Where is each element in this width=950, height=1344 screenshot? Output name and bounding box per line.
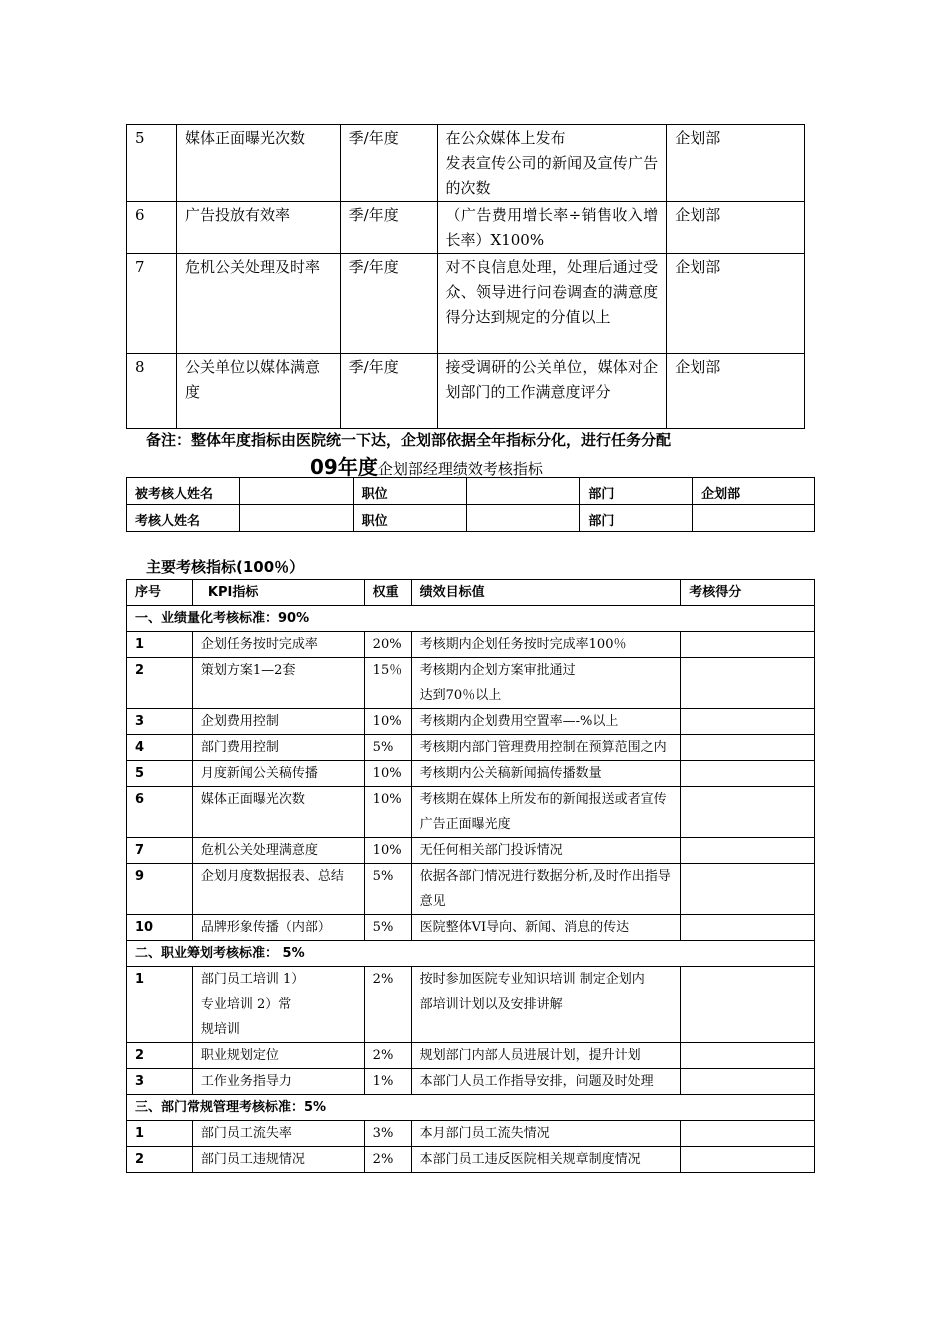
row-number: 2 [127, 1043, 193, 1069]
department: 企划部 [667, 354, 805, 429]
table-row [127, 915, 815, 941]
section-row [127, 1095, 815, 1121]
table-row [127, 735, 815, 761]
kpi-name: 品牌形象传播（内部） [192, 915, 364, 941]
table-row [127, 967, 815, 1043]
target: 本部门人员工作指导安排，问题及时处理 [411, 1069, 681, 1095]
kpi-name: 危机公关处理满意度 [192, 838, 364, 864]
score-cell [681, 1043, 815, 1069]
target: 考核期在媒体上所发布的新闻报送或者宣传广告正面曝光度 [411, 787, 681, 838]
table-row [127, 864, 815, 915]
title-year: 09年度 [310, 455, 378, 479]
row-number: 6 [127, 202, 177, 254]
score-cell [681, 735, 815, 761]
row-number: 8 [127, 354, 177, 429]
period: 季/年度 [340, 202, 437, 254]
remark-note: 备注：整体年度指标由医院统一下达，企划部依据全年指标分化，进行任务分配 [146, 431, 672, 449]
table-row [127, 787, 815, 838]
header-weight: 权重 [364, 580, 411, 606]
desc-line: 发表宣传公司的新闻及宣传广告的次数 [445, 154, 659, 197]
indicator-name: 危机公关处理及时率 [176, 254, 340, 354]
period: 季/年度 [340, 254, 437, 354]
row-number: 5 [127, 761, 193, 787]
kpi-name: 部门员工流失率 [192, 1121, 364, 1147]
department: 企划部 [667, 202, 805, 254]
target: 无任何相关部门投诉情况 [411, 838, 681, 864]
table-row [127, 632, 815, 658]
target: 依据各部门情况进行数据分析,及时作出指导意见 [411, 864, 681, 915]
page-title [310, 451, 543, 480]
header-no: 序号 [127, 580, 193, 606]
table-row [127, 1121, 815, 1147]
target: 医院整体VI导向、新闻、消息的传达 [411, 915, 681, 941]
kpi-name: 部门费用控制 [192, 735, 364, 761]
score-cell [681, 1121, 815, 1147]
description: （广告费用增长率÷销售收入增长率）X100% [437, 202, 667, 254]
row-number: 3 [127, 709, 193, 735]
score-cell [681, 787, 815, 838]
table-row [127, 1043, 815, 1069]
score-cell [681, 709, 815, 735]
target: 考核期内企划费用空置率—-%以上 [411, 709, 681, 735]
row-number: 3 [127, 1069, 193, 1095]
kpi-name: 策划方案1—2套 [192, 658, 364, 709]
weight: 2% [364, 967, 411, 1043]
weight: 1% [364, 1069, 411, 1095]
table-row [127, 658, 815, 709]
target: 规划部门内部人员进展计划，提升计划 [411, 1043, 681, 1069]
weight: 3% [364, 1121, 411, 1147]
weight: 10% [364, 761, 411, 787]
table-row [127, 202, 805, 254]
header-target: 绩效目标值 [411, 580, 681, 606]
table-header-row [127, 580, 815, 606]
target: 按时参加医院专业知识培训 制定企划内部培训计划以及安排讲解 [411, 967, 681, 1043]
row-number: 1 [127, 967, 193, 1043]
target: 考核期内部门管理费用控制在预算范围之内 [411, 735, 681, 761]
field-label: 被考核人姓名 [127, 478, 240, 505]
assessee-info-table [126, 477, 815, 532]
table-row [127, 761, 815, 787]
target: 考核期内企划方案审批通过达到70％以上 [411, 658, 681, 709]
description: 接受调研的公关单位，媒体对企划部门的工作满意度评分 [437, 354, 667, 429]
kpi-name: 媒体正面曝光次数 [192, 787, 364, 838]
row-number: 2 [127, 658, 193, 709]
weight: 5% [364, 915, 411, 941]
target: 考核期内企划任务按时完成率100％ [411, 632, 681, 658]
indicator-name: 媒体正面曝光次数 [176, 125, 340, 202]
section-row [127, 606, 815, 632]
row-number: 7 [127, 254, 177, 354]
field-label: 职位 [353, 478, 466, 505]
score-cell [681, 761, 815, 787]
kpi-name: 企划费用控制 [192, 709, 364, 735]
score-cell [681, 658, 815, 709]
description [437, 125, 667, 202]
section-row [127, 941, 815, 967]
section-title: 一、业绩量化考核标准：90% [127, 606, 815, 632]
department: 企划部 [667, 254, 805, 354]
weight: 10% [364, 838, 411, 864]
score-cell [681, 1147, 815, 1173]
header-kpi: KPI指标 [192, 580, 364, 606]
table-row [127, 1147, 815, 1173]
target: 本部门员工违反医院相关规章制度情况 [411, 1147, 681, 1173]
score-cell [681, 838, 815, 864]
period: 季/年度 [340, 354, 437, 429]
row-number: 1 [127, 632, 193, 658]
title-text: 企划部经理绩效考核指标 [377, 460, 543, 478]
field-value [466, 505, 580, 532]
weight: 15％ [364, 658, 411, 709]
weight: 2% [364, 1043, 411, 1069]
kpi-name: 职业规划定位 [192, 1043, 364, 1069]
field-value [239, 478, 353, 505]
score-cell [681, 864, 815, 915]
weight: 20% [364, 632, 411, 658]
kpi-name: 工作业务指导力 [192, 1069, 364, 1095]
field-label: 职位 [353, 505, 466, 532]
kpi-name: 企划月度数据报表、总结 [192, 864, 364, 915]
row-number: 4 [127, 735, 193, 761]
table-row [127, 1069, 815, 1095]
indicator-name: 公关单位以媒体满意度 [176, 354, 340, 429]
period: 季/年度 [340, 125, 437, 202]
kpi-table [126, 579, 815, 1173]
table-row [127, 478, 815, 505]
weight: 5% [364, 864, 411, 915]
table-row [127, 838, 815, 864]
field-value [693, 505, 815, 532]
row-number: 10 [127, 915, 193, 941]
row-number: 9 [127, 864, 193, 915]
top-kpi-table [126, 124, 805, 429]
table-row [127, 125, 805, 202]
score-cell [681, 915, 815, 941]
kpi-name: 部门员工培训 1）专业培训 2）常规培训 [192, 967, 364, 1043]
indicator-name: 广告投放有效率 [176, 202, 340, 254]
row-number: 2 [127, 1147, 193, 1173]
desc-line: 在公众媒体上发布 [445, 129, 566, 147]
kpi-name: 部门员工违规情况 [192, 1147, 364, 1173]
department: 企划部 [667, 125, 805, 202]
row-number: 1 [127, 1121, 193, 1147]
target: 考核期内公关稿新闻搞传播数量 [411, 761, 681, 787]
field-label: 部门 [580, 505, 693, 532]
row-number: 6 [127, 787, 193, 838]
weight: 10% [364, 787, 411, 838]
kpi-name: 月度新闻公关稿传播 [192, 761, 364, 787]
table-row [127, 354, 805, 429]
section-title: 二、职业筹划考核标准： 5% [127, 941, 815, 967]
section-title: 三、部门常规管理考核标准：5% [127, 1095, 815, 1121]
target: 本月部门员工流失情况 [411, 1121, 681, 1147]
header-score: 考核得分 [681, 580, 815, 606]
field-value [239, 505, 353, 532]
kpi-name: 企划任务按时完成率 [192, 632, 364, 658]
section-heading: 主要考核指标(100％） [146, 558, 305, 576]
row-number: 5 [127, 125, 177, 202]
score-cell [681, 632, 815, 658]
score-cell [681, 1069, 815, 1095]
weight: 5% [364, 735, 411, 761]
field-label: 部门 [580, 478, 693, 505]
field-label: 考核人姓名 [127, 505, 240, 532]
table-row [127, 505, 815, 532]
field-value: 企划部 [693, 478, 815, 505]
field-value [466, 478, 580, 505]
weight: 2% [364, 1147, 411, 1173]
weight: 10% [364, 709, 411, 735]
table-row [127, 254, 805, 354]
score-cell [681, 967, 815, 1043]
row-number: 7 [127, 838, 193, 864]
description: 对不良信息处理，处理后通过受众、领导进行问卷调查的满意度得分达到规定的分值以上 [437, 254, 667, 354]
table-row [127, 709, 815, 735]
